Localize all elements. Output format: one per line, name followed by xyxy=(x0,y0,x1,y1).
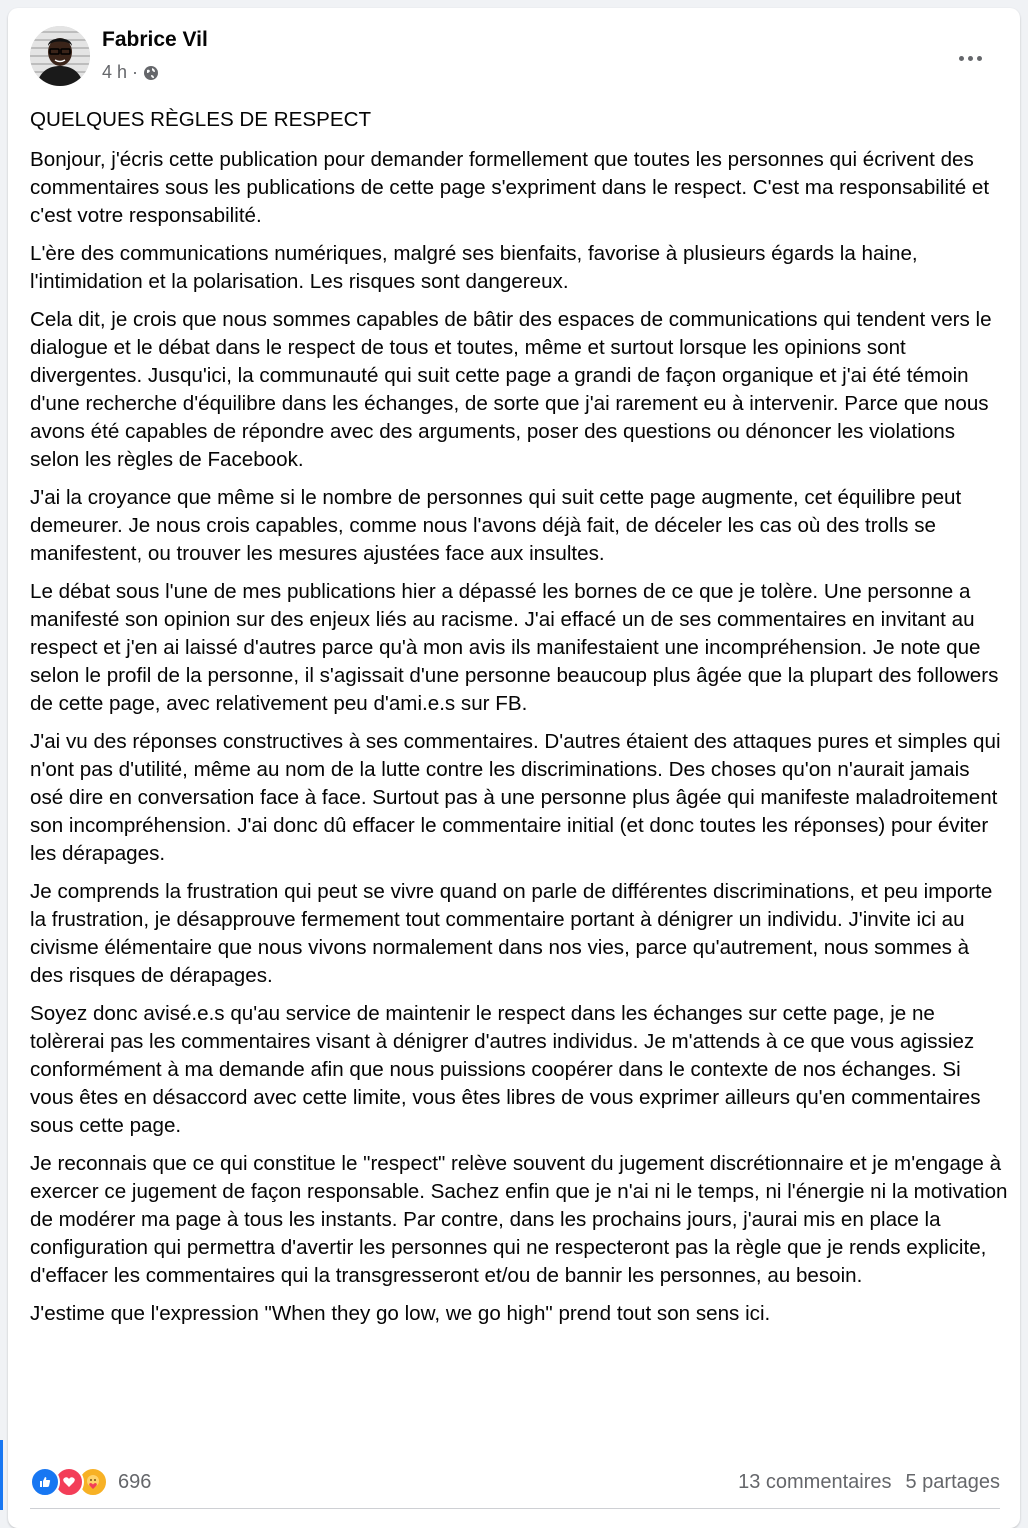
dot-icon xyxy=(959,56,964,61)
meta-separator: · xyxy=(132,62,139,82)
paragraph: Je reconnais que ce qui constitue le "respect" relève souvent du jugement discrétionnaire et je m'engage à exercer ce jugement de façon responsable. Sachez enfin que je n'ai ni le temps, ni l'énergie ni la motivation de modérer ma page à tous les instants. Par contre, dans les prochains jours, j'aurai mis en place la configuration qui permettra d'avertir les personnes qui ne respecteront pas la règle que je rends explicite, d'effacer les commentaires qui la transgresseront et/ou de bannir les personnes, au besoin. xyxy=(30,1152,1008,1287)
post-footer xyxy=(30,1464,1000,1500)
paragraph: Soyez donc avisé.e.s qu'au service de maintenir le respect dans les échanges sur cette page, je ne tolèrerai pas les commentaires visant à dénigrer d'autres individus. Je m'attends à ce que vous agissiez conformément à ma demande afin que nous puissions coopérer dans le contexte de nos échanges. Si vous êtes en désaccord avec cette limite, vous êtes libres de vous exprimer ailleurs qu'en commentaires sous cette page. xyxy=(30,1002,981,1137)
avatar[interactable] xyxy=(30,26,90,86)
paragraph: J'ai la croyance que même si le nombre de personnes qui suit cette page augmente, cet équilibre peut demeurer. Je nous crois capables, comme nous l'avons déjà fait, de déceler les cas où des trolls se manifestent, ou trouver les mesures ajustées face aux insultes. xyxy=(30,486,962,565)
post-title: QUELQUES RÈGLES DE RESPECT xyxy=(30,108,372,131)
post-header xyxy=(30,26,1002,90)
more-options-button[interactable] xyxy=(952,46,988,70)
reactions-summary[interactable] xyxy=(30,1467,151,1497)
paragraph: Le débat sous l'une de mes publications hier a dépassé les bornes de ce que je tolère. Une personne a manifesté son opinion sur des enjeux liés au racisme. J'ai effacé un de ses commentaires en invitant au respect et j'en ai laissé d'autres parce qu'à mon avis ils manifestaient une incompréhension. Je note que selon le profil de la personne, il s'agissait d'une personne beaucoup plus âgée que la plupart des followers de cette page, avec relativement peu d'ami.e.s sur FB. xyxy=(30,580,999,715)
paragraph: Bonjour, j'écris cette publication pour demander formellement que toutes les personnes qui écrivent des commentaires sous les publications de cette page s'expriment dans le respect. C'est ma responsabilité et c'est votre responsabilité. xyxy=(30,148,990,227)
paragraph: Je comprends la frustration qui peut se vivre quand on parle de différentes discriminations, et peu importe la frustration, je désapprouve fermement tout commentaire portant à dénigrer un individu. J'invite ici au civisme élémentaire que nous vivons normalement dans nos vies, parce qu'autrement, nous sommes à des risques de dérapages. xyxy=(30,880,993,987)
avatar-image xyxy=(30,26,90,86)
paragraph: L'ère des communications numériques, malgré ses bienfaits, favorise à plusieurs égards la haine, l'intimidation et la polarisation. Les risques sont dangereux. xyxy=(30,242,918,293)
like-icon xyxy=(30,1467,60,1497)
shares-count-link[interactable]: 5 partages xyxy=(905,1470,1000,1493)
globe-icon[interactable] xyxy=(143,65,159,81)
reaction-count: 696 xyxy=(118,1470,152,1493)
paragraph: J'estime que l'expression "When they go low, we go high" prend tout son sens ici. xyxy=(30,1302,771,1325)
post-stats xyxy=(738,1471,1000,1494)
post-time[interactable]: 4 h xyxy=(102,62,128,82)
divider xyxy=(30,1508,1000,1509)
comments-count-link[interactable]: 13 commentaires xyxy=(738,1470,892,1493)
paragraph: J'ai vu des réponses constructives à ses commentaires. D'autres étaient des attaques pures et simples qui n'ont pas d'utilité, même au nom de la lutte contre les discriminations. Des choses qu'on n'aurait jamais osé dire en conversation face à face. Surtout pas à une personne plus âgée qui manifeste maladroitement son incompréhension. J'ai donc dû effacer le commentaire initial (et donc toutes les réponses) pour éviter les dérapages. xyxy=(30,730,1001,865)
post-meta xyxy=(102,62,159,83)
focus-indicator xyxy=(0,1440,3,1510)
dot-icon xyxy=(977,56,982,61)
post-text xyxy=(30,106,1008,1338)
paragraph: Cela dit, je crois que nous sommes capables de bâtir des espaces de communications qui tendent vers le dialogue et le débat dans le respect de tous et toutes, même et surtout lorsque les opinions sont divergentes. Jusqu'ici, la communauté qui suit cette page a grandi de façon organique et j'ai été témoin d'une recherche d'équilibre dans les échanges, de sorte que j'ai rarement eu à intervenir. Parce que nous avons été capables de répondre avec des arguments, poser des questions ou dénoncer les violations selon les règles de Facebook. xyxy=(30,308,992,471)
author-name[interactable]: Fabrice Vil xyxy=(102,28,208,51)
dot-icon xyxy=(968,56,973,61)
post-card xyxy=(8,8,1020,1528)
